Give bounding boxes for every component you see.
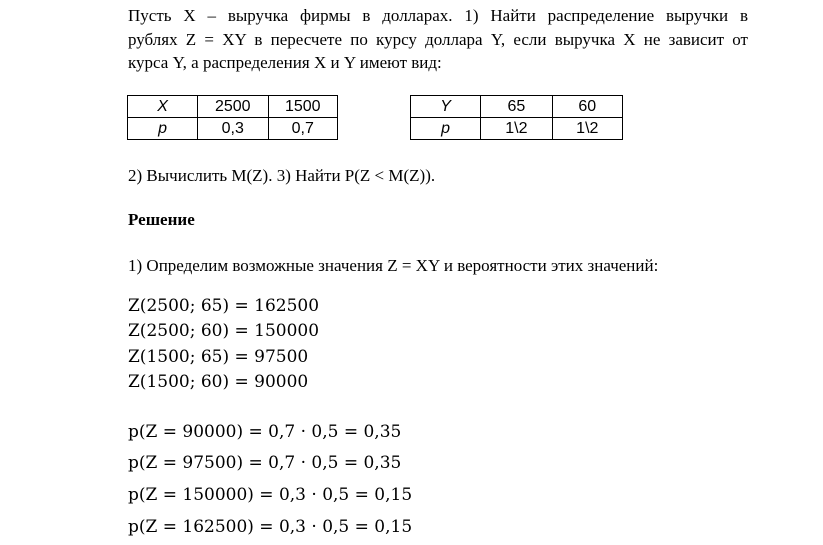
distribution-table-x bbox=[127, 95, 338, 140]
table-cell: 0,7 bbox=[268, 118, 337, 140]
probability-formula: p(Z = 162500) = 0,3 · 0,5 = 0,15 bbox=[128, 517, 413, 537]
problem-line-3: курса Y, а распределения X и Y имеют вид: bbox=[128, 53, 442, 72]
table-cell: 1500 bbox=[268, 96, 337, 118]
problem-line-1: Пусть X – выручка фирмы в долларах. 1) Найти распределение выручки в bbox=[128, 6, 748, 25]
table-row bbox=[411, 118, 623, 140]
table-cell: 0,3 bbox=[198, 118, 268, 140]
tasks-line: 2) Вычислить M(Z). 3) Найти P(Z < M(Z)). bbox=[128, 166, 436, 185]
table-cell: Y bbox=[411, 96, 481, 118]
value-formula: Z(2500; 65) = 162500 bbox=[128, 296, 320, 316]
table-row bbox=[128, 118, 338, 140]
value-formula: Z(1500; 65) = 97500 bbox=[128, 347, 309, 367]
value-formula: Z(1500; 60) = 90000 bbox=[128, 372, 309, 392]
table-cell: 1\2 bbox=[552, 118, 622, 140]
table-cell: p bbox=[128, 118, 198, 140]
probability-formula: p(Z = 150000) = 0,3 · 0,5 = 0,15 bbox=[128, 485, 413, 505]
table-cell: 65 bbox=[481, 96, 552, 118]
table-cell: X bbox=[128, 96, 198, 118]
table-row bbox=[411, 96, 623, 118]
step-1-text: 1) Определим возможные значения Z = XY и вероятности этих значений: bbox=[128, 256, 659, 275]
value-formula: Z(2500; 60) = 150000 bbox=[128, 321, 320, 341]
table-cell: 1\2 bbox=[481, 118, 552, 140]
solution-heading: Решение bbox=[128, 210, 195, 229]
problem-line-2: рублях Z = XY в пересчете по курсу доллара Y, если выручка X не зависит от bbox=[128, 30, 748, 49]
distribution-table-y bbox=[410, 95, 623, 140]
table-cell: p bbox=[411, 118, 481, 140]
table-row bbox=[128, 96, 338, 118]
table-cell: 60 bbox=[552, 96, 622, 118]
probability-formula: p(Z = 97500) = 0,7 · 0,5 = 0,35 bbox=[128, 453, 402, 473]
table-cell: 2500 bbox=[198, 96, 268, 118]
probability-formula: p(Z = 90000) = 0,7 · 0,5 = 0,35 bbox=[128, 422, 402, 442]
